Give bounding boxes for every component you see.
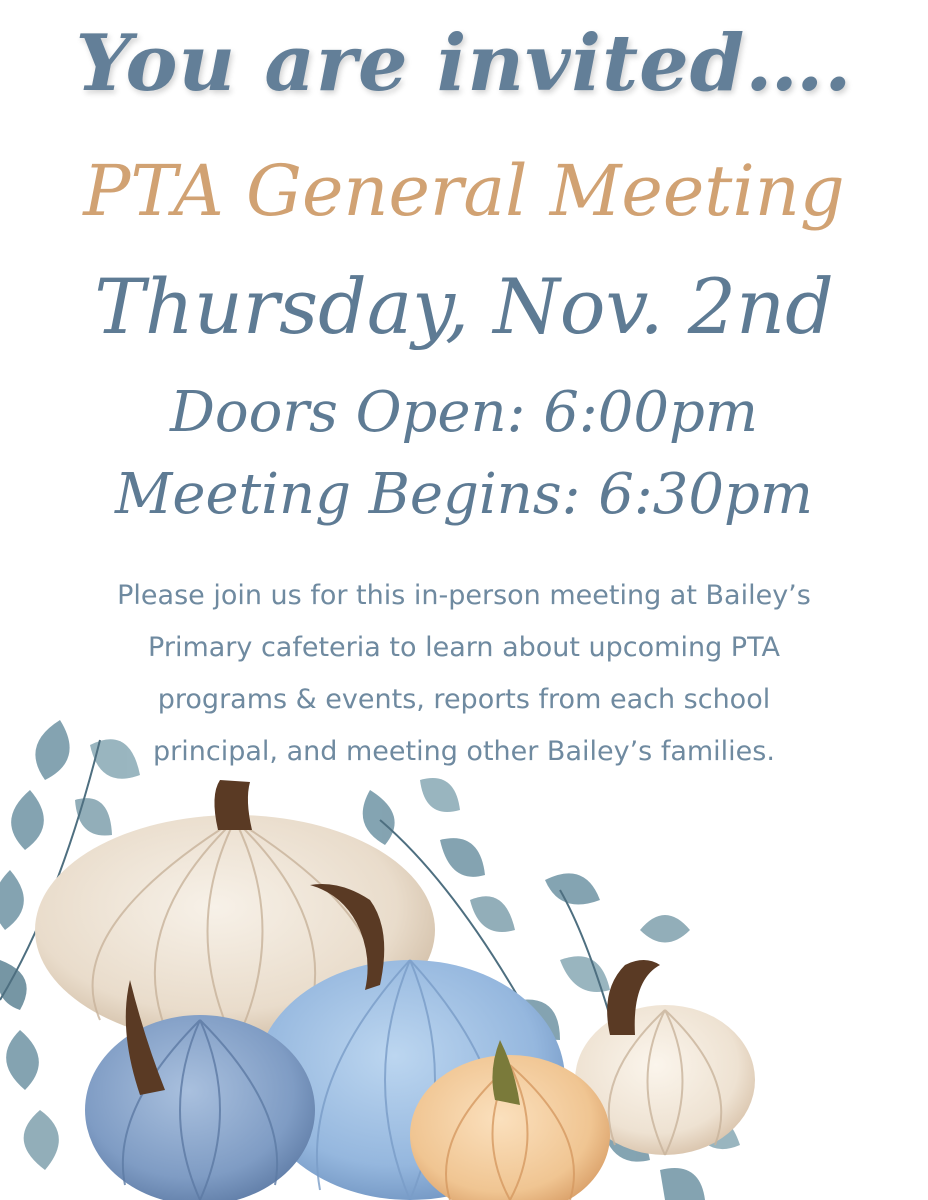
doors-open-time: Doors Open: 6:00pm <box>170 380 758 445</box>
meeting-begins-time: Meeting Begins: 6:30pm <box>115 462 813 527</box>
event-title: PTA General Meeting <box>83 150 845 232</box>
description-line: principal, and meeting other Bailey’s families. <box>153 736 775 767</box>
description-line: programs & events, reports from each school <box>157 684 771 715</box>
description-line: Primary cafeteria to learn about upcoming PTA <box>148 632 780 663</box>
event-description <box>60 570 868 778</box>
description-line: Please join us for this in-person meeting at Bailey’s <box>117 580 811 611</box>
invite-heading: You are invited…. <box>75 18 853 109</box>
event-date: Thursday, Nov. 2nd <box>94 262 834 351</box>
